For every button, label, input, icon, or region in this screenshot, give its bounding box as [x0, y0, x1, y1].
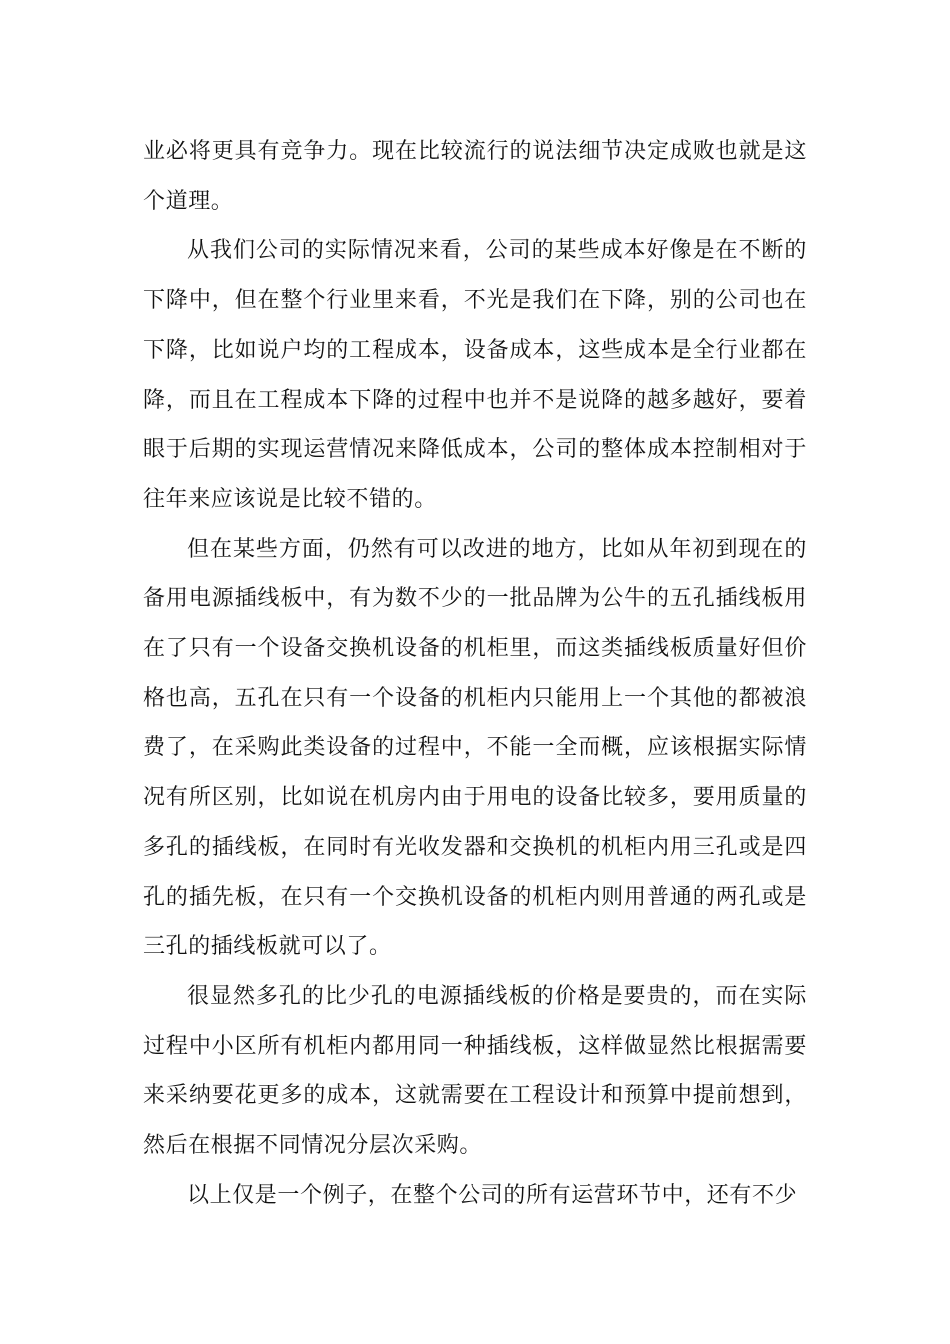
- paragraph-1: 业必将更具有竞争力。现在比较流行的说法细节决定成败也就是这个道理。: [143, 139, 807, 214]
- paragraph-3: 但在某些方面，仍然有可以改进的地方，比如从年初到现在的备用电源插线板中，有为数不少的一批品牌为公牛的五孔插线板用在了只有一个设备交换机设备的机柜里，而这类插线板质量好但价格也高，五孔在只有一个设备的机柜内只能用上一个其他的都被浪费了，在采购此类设备的过程中，不能一全而概，应该根据实际情况有所区别，比如说在机房内由于用电的设备比较多，要用质量的多孔的插线板，在同时有光收发器和交换机的机柜内用三孔或是四孔的插先板，在只有一个交换机设备的机柜内则用普通的两孔或是三孔的插线板就可以了。: [143, 536, 807, 960]
- document-body: [143, 127, 807, 1220]
- paragraph-2: 从我们公司的实际情况来看，公司的某些成本好像是在不断的下降中，但在整个行业里来看，不光是我们在下降，别的公司也在下降，比如说户均的工程成本，设备成本，这些成本是全行业都在降，而且在工程成本下降的过程中也并不是说降的越多越好，要着眼于后期的实现运营情况来降低成本，公司的整体成本控制相对于往年来应该说是比较不错的。: [143, 238, 807, 512]
- paragraph-4: 很显然多孔的比少孔的电源插线板的价格是要贵的，而在实际过程中小区所有机柜内都用同一种插线板，这样做显然比根据需要来采纳要花更多的成本，这就需要在工程设计和预算中提前想到，然后在根据不同情况分层次采购。: [143, 983, 807, 1159]
- paragraph-5: 以上仅是一个例子，在整个公司的所有运营环节中，还有不少: [187, 1182, 798, 1208]
